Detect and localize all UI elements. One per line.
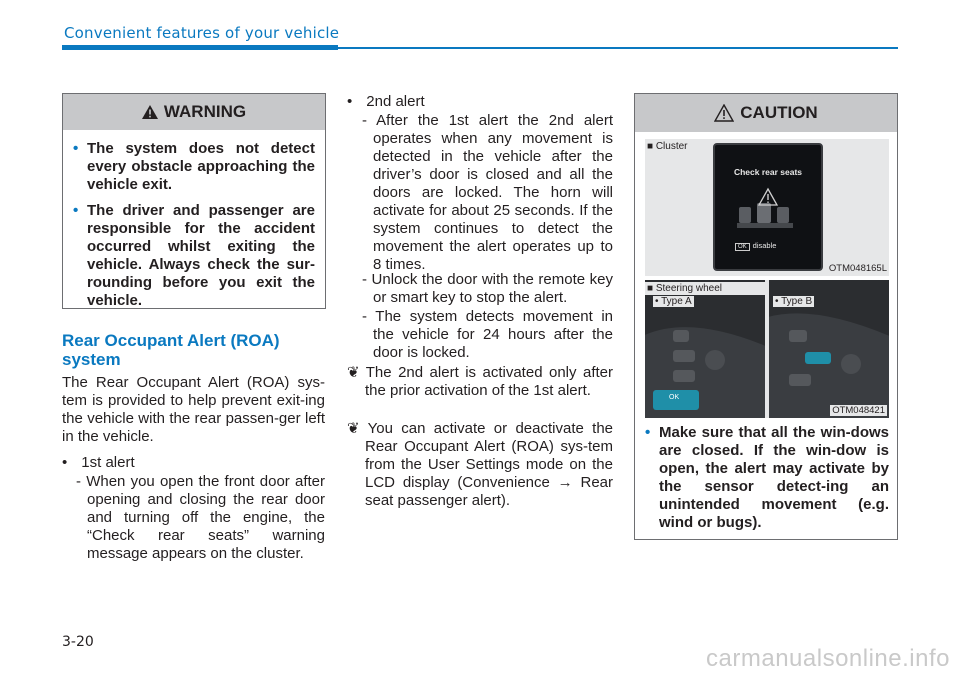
second-alert-label: 2nd alert bbox=[366, 93, 425, 110]
disable-label: disable bbox=[752, 241, 777, 250]
caution-title: CAUTION bbox=[740, 103, 818, 122]
note-item: ❦ The 2nd alert is activated only after the prior activation of the 1st alert. bbox=[347, 364, 613, 399]
cluster-image bbox=[645, 139, 889, 276]
caution-header bbox=[635, 94, 897, 132]
disable-prompt bbox=[735, 241, 776, 251]
page-number: 3-20 bbox=[62, 634, 94, 650]
second-alert-item: - After the 1st alert the 2nd alert operates when any movement is detected in the vehicle after the driver’s door is closed and all the doors are locked. The horn will activate for about 25 seconds. If the system continues to detect the movement the alert operates up to 8 times. bbox=[362, 112, 613, 273]
caution-box bbox=[634, 93, 898, 540]
first-alert-label: 1st alert bbox=[81, 454, 135, 471]
cluster-caption: ■ Cluster bbox=[647, 141, 688, 152]
section-title: Rear Occupant Alert (ROA) system bbox=[62, 331, 280, 369]
warning-triangle-icon bbox=[142, 105, 158, 119]
intro-paragraph: The Rear Occupant Alert (ROA) sys-tem is provided to help prevent exit-ing the vehicle with the rear passen-ger left in the vehicle. bbox=[62, 374, 325, 445]
second-alert-bullet: • 2nd alert bbox=[347, 93, 425, 110]
steering-image-code: OTM048421 bbox=[832, 405, 885, 416]
caution-item: • Make sure that all the win-dows are closed. If the win-dow is open, the alert may activate by the sensor detect-ing an unintended movement (e.g. wind or bugs). bbox=[645, 424, 889, 531]
cluster-screen bbox=[713, 143, 823, 271]
steering-wheel-caption: ■ Steering wheel bbox=[645, 282, 765, 295]
type-b-caption: • Type B bbox=[775, 296, 813, 307]
steering-wheel-type-a bbox=[645, 280, 765, 418]
ok-key: OK bbox=[735, 243, 750, 251]
first-alert-bullet: • 1st alert bbox=[62, 454, 135, 471]
rear-seats-warning-icon bbox=[733, 185, 803, 235]
header-rule bbox=[338, 47, 898, 49]
second-alert-item: - The system detects movement in the vehicle for 24 hours after the door is locked. bbox=[362, 308, 613, 361]
section-header-title: Convenient features of your vehicle bbox=[64, 24, 340, 42]
header-bar bbox=[62, 45, 338, 50]
type-a-caption: • Type A bbox=[655, 296, 692, 307]
cluster-image-code: OTM048165L bbox=[828, 263, 887, 274]
warning-item: • The system does not detect every obstacle approaching the vehicle exit. bbox=[73, 140, 315, 193]
second-alert-item: - Unlock the door with the remote key or smart key to stop the alert. bbox=[362, 271, 613, 306]
ok-button-label: OK bbox=[669, 394, 680, 401]
watermark: carmanualsonline.info bbox=[706, 645, 950, 672]
cluster-message: Check rear seats bbox=[733, 167, 803, 177]
steering-wheel-image bbox=[645, 280, 889, 418]
warning-title: WARNING bbox=[163, 102, 247, 121]
warning-item: • The driver and passenger are responsible for the accident occurred whilst exiting the vehicle. Always check the sur-rounding before you exit the vehicle. bbox=[73, 202, 315, 309]
caution-triangle-icon bbox=[714, 104, 734, 122]
note-item: ❦ You can activate or deactivate the Rear Occupant Alert (ROA) sys-tem from the User Settings mode on the LCD display (Convenience → Rear seat passenger alert). bbox=[347, 420, 613, 509]
warning-box bbox=[62, 93, 326, 309]
first-alert-text: - When you open the front door after opening and closing the rear door and turning off the engine, the “Check rear seats” warning message appears on the cluster. bbox=[76, 473, 325, 562]
steering-wheel-type-b bbox=[769, 280, 889, 418]
warning-header bbox=[63, 94, 325, 130]
